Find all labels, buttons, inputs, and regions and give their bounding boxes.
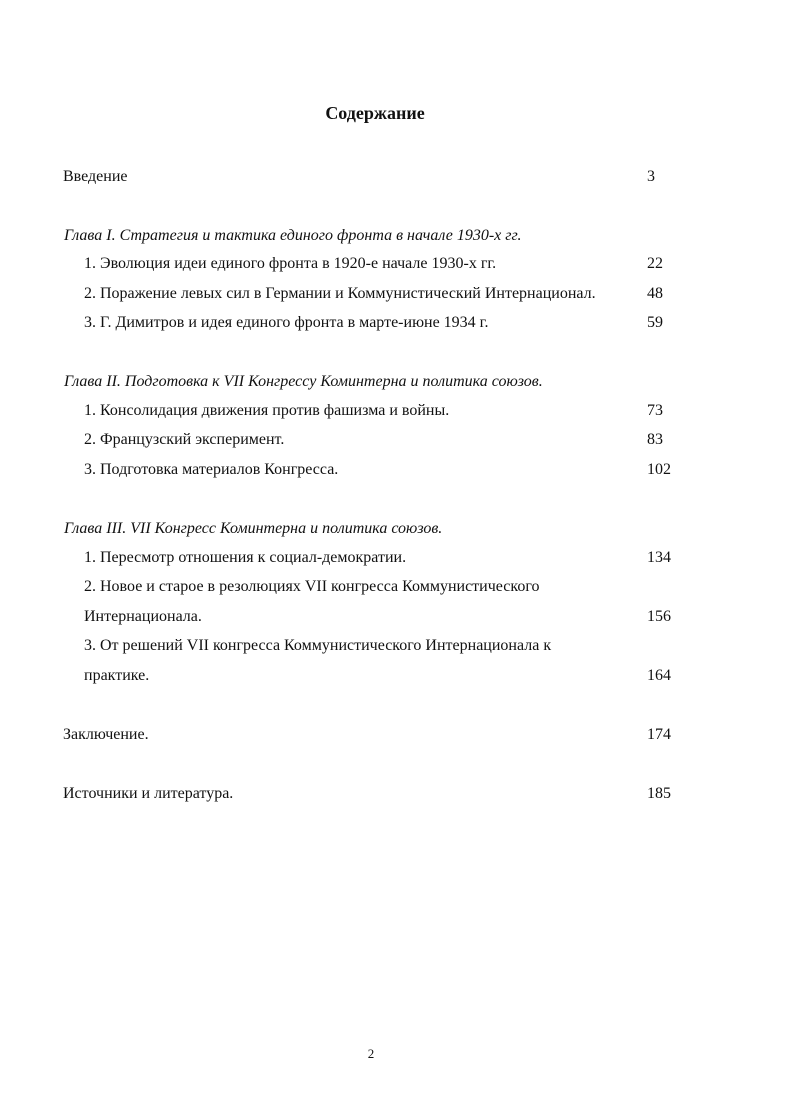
toc-entry-page: 73 bbox=[647, 402, 663, 419]
toc-entry-sources bbox=[0, 783, 799, 805]
chapter-heading-text: Глава II. Подготовка к VII Конгрессу Коминтерна и политика союзов. bbox=[64, 373, 543, 390]
page-number: 2 bbox=[367, 1046, 375, 1061]
toc-chapter-2-heading bbox=[0, 371, 799, 393]
toc-entry-text: Интернационала. bbox=[84, 608, 202, 625]
toc-entry-2-2 bbox=[0, 429, 799, 451]
toc-entry-intro bbox=[0, 166, 799, 188]
toc-entry-text: 2. Поражение левых сил в Германии и Коммунистический Интернационал. bbox=[84, 285, 596, 302]
toc-entry-text: 1. Пересмотр отношения к социал-демократии. bbox=[84, 549, 407, 566]
toc-entry-text: Введение bbox=[63, 168, 128, 185]
toc-entry-text: Заключение. bbox=[63, 726, 149, 743]
toc-entry-1-3 bbox=[0, 312, 799, 334]
toc-entry-page: 102 bbox=[647, 461, 671, 478]
toc-chapter-1-heading bbox=[0, 225, 799, 247]
chapter-heading-text: Глава III. VII Конгресс Коминтерна и политика союзов. bbox=[64, 520, 443, 537]
chapter-heading-text: Глава I. Стратегия и тактика единого фронта в начале 1930-х гг. bbox=[64, 227, 522, 244]
toc-entry-3-3-line2 bbox=[0, 665, 799, 687]
toc-entry-page: 3 bbox=[647, 168, 655, 185]
toc-chapter-3-heading bbox=[0, 518, 799, 540]
toc-entry-page: 134 bbox=[647, 549, 671, 566]
toc-entry-1-2 bbox=[0, 283, 799, 305]
toc-entry-3-3-line1 bbox=[0, 635, 799, 657]
toc-entry-page: 185 bbox=[647, 785, 671, 802]
toc-entry-3-2-line2 bbox=[0, 606, 799, 628]
toc-entry-page: 48 bbox=[647, 285, 663, 302]
toc-entry-3-1 bbox=[0, 547, 799, 569]
toc-entry-text: 3. Г. Димитров и идея единого фронта в марте-июне 1934 г. bbox=[84, 314, 489, 331]
toc-entry-page: 83 bbox=[647, 431, 663, 448]
page-title: Содержание bbox=[325, 103, 425, 123]
toc-entry-text: 1. Эволюция идеи единого фронта в 1920-е начале 1930-х гг. bbox=[84, 255, 497, 272]
toc-entry-3-2-line1 bbox=[0, 576, 799, 598]
toc-entry-2-1 bbox=[0, 400, 799, 422]
toc-entry-text: 1. Консолидация движения против фашизма и войны. bbox=[84, 402, 450, 419]
toc-entry-page: 164 bbox=[647, 667, 671, 684]
toc-entry-text: Источники и литература. bbox=[63, 785, 234, 802]
toc-entry-page: 22 bbox=[647, 255, 663, 272]
toc-entry-page: 174 bbox=[647, 726, 671, 743]
toc-entry-text: 3. От решений VII конгресса Коммунистического Интернационала к bbox=[84, 637, 552, 654]
toc-entry-page: 59 bbox=[647, 314, 663, 331]
toc-entry-1-1 bbox=[0, 253, 799, 275]
toc-entry-text: 2. Новое и старое в резолюциях VII конгресса Коммунистического bbox=[84, 578, 540, 595]
toc-entry-page: 156 bbox=[647, 608, 671, 625]
toc-entry-2-3 bbox=[0, 459, 799, 481]
toc-entry-conclusion bbox=[0, 724, 799, 746]
toc-entry-text: 3. Подготовка материалов Конгресса. bbox=[84, 461, 339, 478]
toc-entry-text: 2. Французский эксперимент. bbox=[84, 431, 285, 448]
toc-entry-text: практике. bbox=[84, 667, 150, 684]
